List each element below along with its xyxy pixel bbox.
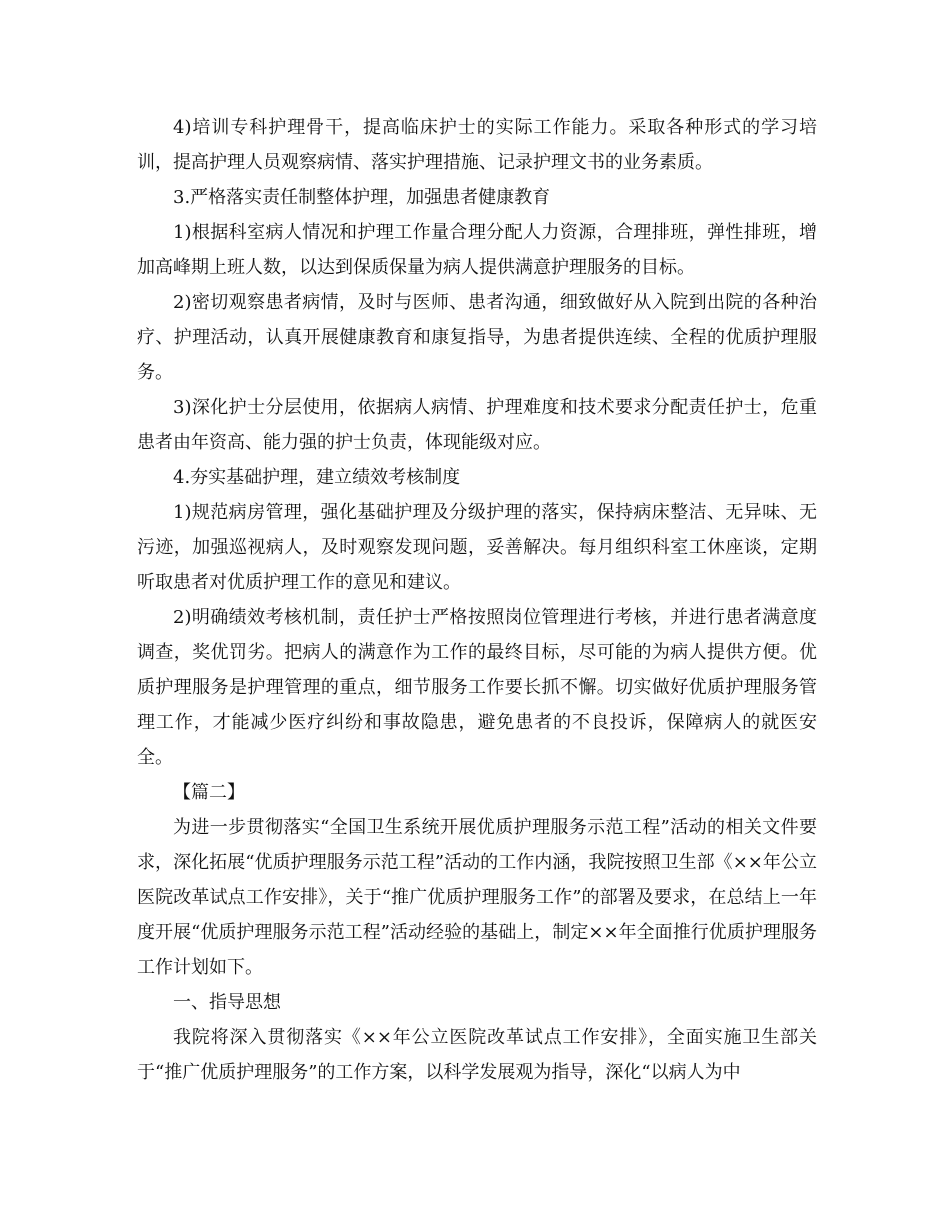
paragraph-observe-condition: 2)密切观察患者病情，及时与医师、患者沟通，细致做好从入院到出院的各种治疗、护理活动，认真开展健康教育和康复指导，为患者提供连续、全程的优质护理服务。 bbox=[137, 292, 817, 383]
paragraph-training-backbone: 4)培训专科护理骨干，提高临床护士的实际工作能力。采取各种形式的学习培训，提高护理人员观察病情、落实护理措施、记录护理文书的业务素质。 bbox=[137, 117, 817, 173]
paragraph-layered-nurses: 3)深化护士分层使用，依据病人病情、护理难度和技术要求分配责任护士，危重患者由年资高、能力强的护士负责，体现能级对应。 bbox=[137, 397, 817, 453]
document-body bbox=[137, 110, 817, 1090]
section-heading-responsibility-nursing: 3.严格落实责任制整体护理，加强患者健康教育 bbox=[173, 187, 551, 208]
section-heading-basic-nursing: 4.夯实基础护理，建立绩效考核制度 bbox=[173, 467, 461, 488]
paragraph-ward-management: 1)规范病房管理，强化基础护理及分级护理的落实，保持病床整洁、无异味、无污迹，加强巡视病人，及时观察发现问题，妥善解决。每月组织科室工休座谈，定期听取患者对优质护理工作的意见和建议。 bbox=[137, 502, 817, 593]
section-heading-part-two: 【篇二】 bbox=[173, 782, 245, 803]
paragraph-guiding-ideology: 我院将深入贯彻落实《××年公立医院改革试点工作安排》，全面实施卫生部关于“推广优质护理服务”的工作方案，以科学发展观为指导，深化“以病人为中 bbox=[137, 1027, 817, 1083]
paragraph-intro-plan: 为进一步贯彻落实“全国卫生系统开展优质护理服务示范工程”活动的相关文件要求，深化拓展“优质护理服务示范工程”活动的工作内涵，我院按照卫生部《××年公立医院改革试点工作安排》，关于“推广优质护理服务工作”的部署及要求，在总结上一年度开展“优质护理服务示范工程”活动经验的基础上，制定××年全面推行优质护理服务工作计划如下。 bbox=[137, 817, 817, 978]
section-heading-guiding-ideology: 一、指导思想 bbox=[173, 992, 281, 1013]
paragraph-performance-assessment: 2)明确绩效考核机制，责任护士严格按照岗位管理进行考核，并进行患者满意度调查，奖优罚劣。把病人的满意作为工作的最终目标，尽可能的为病人提供方便。优质护理服务是护理管理的重点，细节服务工作要长抓不懈。切实做好优质护理服务管理工作，才能减少医疗纠纷和事故隐患，避免患者的不良投诉，保障病人的就医安全。 bbox=[137, 607, 817, 768]
paragraph-staff-allocation: 1)根据科室病人情况和护理工作量合理分配人力资源，合理排班，弹性排班，增加高峰期上班人数，以达到保质保量为病人提供满意护理服务的目标。 bbox=[137, 222, 817, 278]
